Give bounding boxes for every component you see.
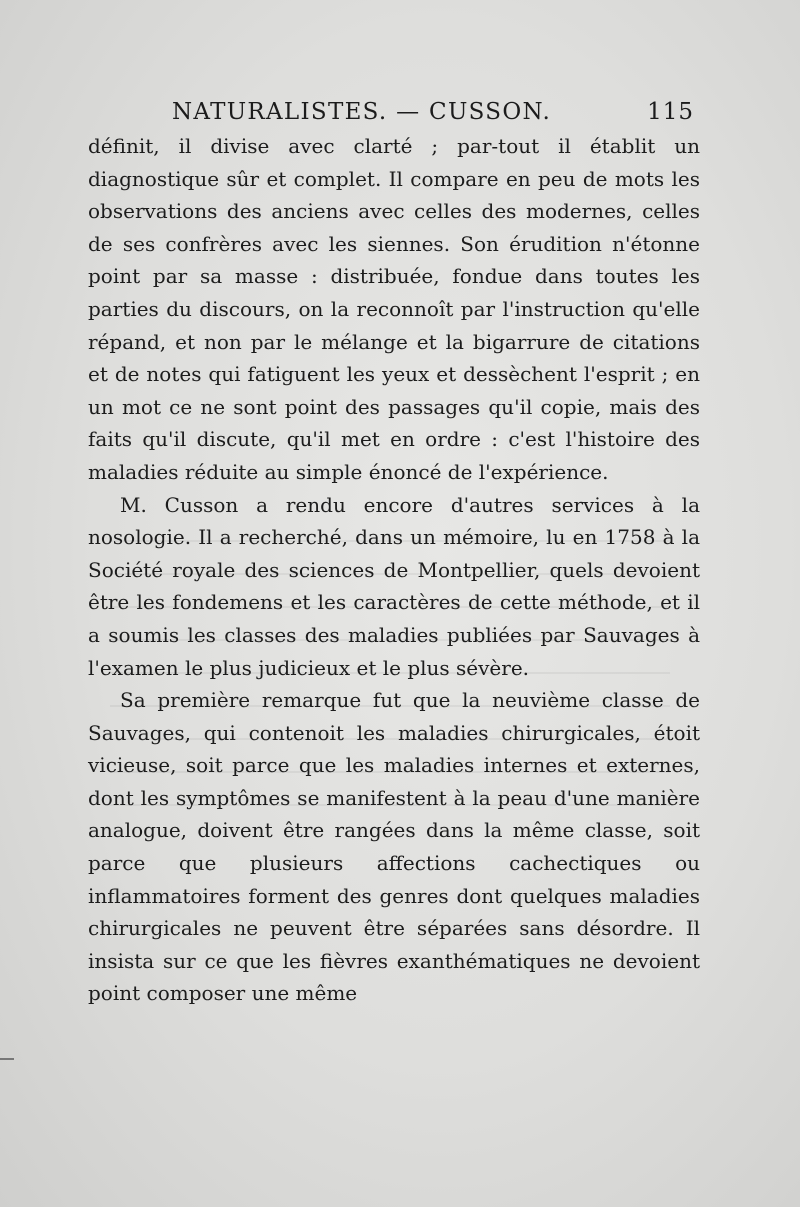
paragraph-cusson-services: M. Cusson a rendu encore d'autres services à la nosologie. Il a recherché, dans un mémoire, lu en 1758 à la Société royale des sciences de Montpellier, quels devoient être les fondemens et les caractères de cette méthode, et il a soumis les classes des maladies publiées par Sauvages à l'examen le plus judicieux et le plus sévère. <box>88 492 700 680</box>
page-header <box>172 96 694 128</box>
margin-mark <box>0 1058 14 1060</box>
paragraph-continuation: définit, il divise avec clarté ; par-tout il établit un diagnostique sûr et complet. Il compare en peu de mots les observations des anciens avec celles des modernes, celles de ses confrères avec les siennes. Son érudition n'étonne point par sa masse : distribuée, fondue dans toutes les parties du discours, on la reconnoît par l'instruction qu'elle répand, et non par le mélange et la bigarrure de citations et de notes qui fatiguent les yeux et dessèchent l'esprit ; en un mot ce ne sont point des passages qu'il copie, mais des faits qu'il discute, qu'il met en ordre : c'est l'histoire des maladies réduite au simple énoncé de l'expérience. <box>88 134 700 484</box>
paragraph-first-remark: Sa première remarque fut que la neuvième classe de Sauvages, qui contenoit les maladies chirurgicales, étoit vicieuse, soit parce que les maladies internes et externes, dont les symptômes se manifestent à la peau d'une manière analogue, doivent être rangées dans la même classe, soit parce que plusieurs affections cachectiques ou inflammatoires forment des genres dont quelques maladies chirurgicales ne peuvent être séparées sans désordre. Il insista sur ce que les fièvres exanthématiques ne devoient point composer une même <box>88 688 700 1006</box>
running-head: NATURALISTES. — CUSSON. <box>172 99 552 125</box>
body-text <box>88 130 700 1010</box>
page-number: 115 <box>647 99 694 125</box>
